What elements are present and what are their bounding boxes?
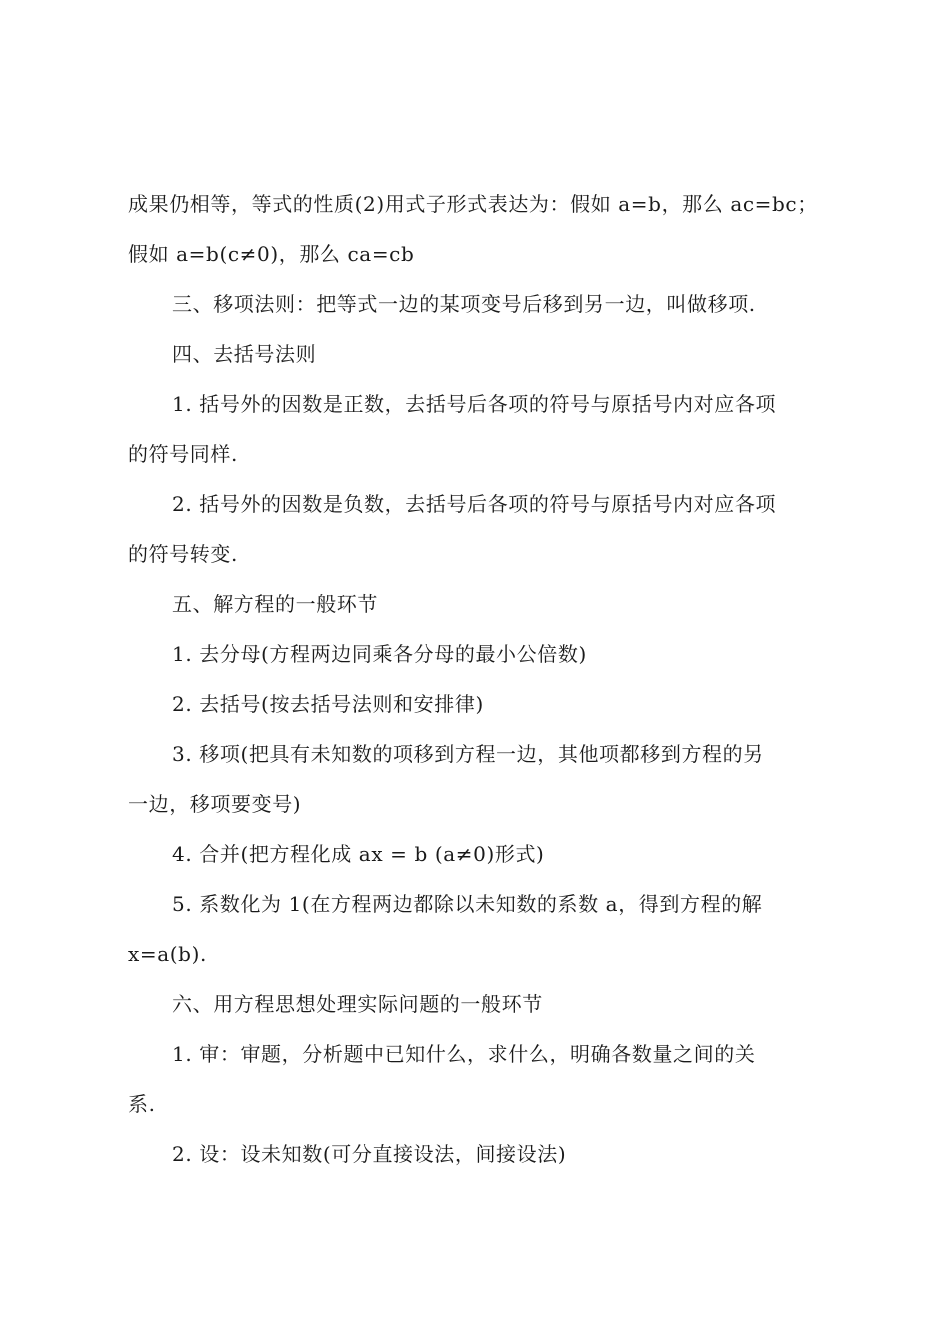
text-line: 成果仍相等，等式的性质(2)用式子形式表达为：假如 a=b，那么 ac=bc； — [128, 192, 818, 216]
list-item: 1. 去分母(方程两边同乘各分母的最小公倍数) — [172, 642, 587, 666]
text-line: 一边，移项要变号) — [128, 792, 302, 816]
list-item: 2. 去括号(按去括号法则和安排律) — [172, 692, 484, 716]
text-line: 的符号同样. — [128, 442, 238, 466]
section-heading: 四、去括号法则 — [172, 342, 317, 366]
list-item: 1. 审：审题，分析题中已知什么，求什么，明确各数量之间的关 — [172, 1042, 756, 1066]
text-line: x=a(b). — [128, 942, 207, 966]
list-item: 1. 括号外的因数是正数，去括号后各项的符号与原括号内对应各项 — [172, 392, 777, 416]
text-line: 的符号转变. — [128, 542, 238, 566]
section-heading: 六、用方程思想处理实际问题的一般环节 — [172, 992, 543, 1016]
text-line: 系. — [128, 1092, 156, 1116]
list-item: 3. 移项(把具有未知数的项移到方程一边，其他项都移到方程的另 — [172, 742, 764, 766]
section-heading: 三、移项法则：把等式一边的某项变号后移到另一边，叫做移项. — [172, 292, 756, 316]
list-item: 2. 括号外的因数是负数，去括号后各项的符号与原括号内对应各项 — [172, 492, 777, 516]
list-item: 4. 合并(把方程化成 ax = b (a≠0)形式) — [172, 842, 545, 866]
list-item: 5. 系数化为 1(在方程两边都除以未知数的系数 a，得到方程的解 — [172, 892, 763, 916]
text-line: 假如 a=b(c≠0)，那么 ca=cb — [128, 242, 415, 266]
list-item: 2. 设：设未知数(可分直接设法，间接设法) — [172, 1142, 567, 1166]
section-heading: 五、解方程的一般环节 — [172, 592, 378, 616]
